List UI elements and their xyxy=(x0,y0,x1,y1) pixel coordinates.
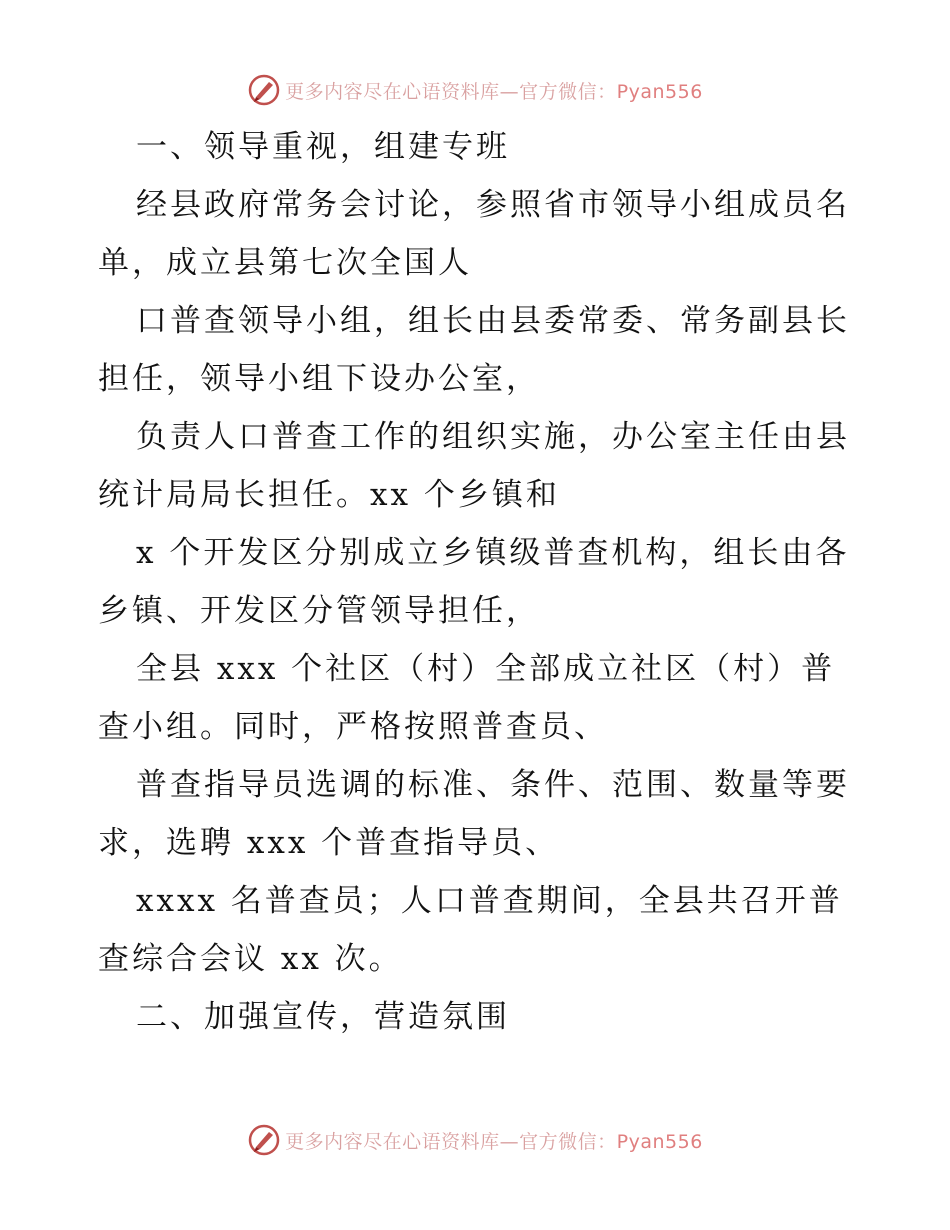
banner-text: 更多内容尽在心语资料库—官方微信：Pyan556 xyxy=(285,80,703,103)
pen-circle-logo-icon xyxy=(247,1123,281,1157)
footer-banner xyxy=(0,1120,950,1160)
wechat-id: Pyan556 xyxy=(616,80,703,103)
paragraph-6: 全县 xxx 个社区（村）全部成立社区（村）普查小组。同时，严格按照普查员、 xyxy=(98,651,836,745)
paragraph-5: x 个开发区分别成立乡镇级普查机构，组长由各乡镇、开发区分管领导担任， xyxy=(98,535,850,629)
header-banner xyxy=(0,70,950,110)
paragraph-8: xxxx 名普查员；人口普查期间，全县共召开普查综合会议 xx 次。 xyxy=(98,883,843,977)
paragraph-9: 二、加强宣传，营造氛围 xyxy=(136,999,510,1035)
paragraph-1: 一、领导重视，组建专班 xyxy=(136,129,510,165)
paragraph-7: 普查指导员选调的标准、条件、范围、数量等要求，选聘 xxx 个普查指导员、 xyxy=(98,767,850,861)
document-body xyxy=(98,118,858,1046)
paragraph-2: 经县政府常务会讨论，参照省市领导小组成员名单，成立县第七次全国人 xyxy=(98,187,850,281)
paragraph-3: 口普查领导小组，组长由县委常委、常务副县长担任，领导小组下设办公室， xyxy=(98,303,850,397)
paragraph-4: 负责人口普查工作的组织实施，办公室主任由县统计局局长担任。xx 个乡镇和 xyxy=(98,419,850,513)
banner-text: 更多内容尽在心语资料库—官方微信：Pyan556 xyxy=(285,1130,703,1153)
pen-circle-logo-icon xyxy=(247,73,281,107)
wechat-id: Pyan556 xyxy=(616,1130,703,1153)
